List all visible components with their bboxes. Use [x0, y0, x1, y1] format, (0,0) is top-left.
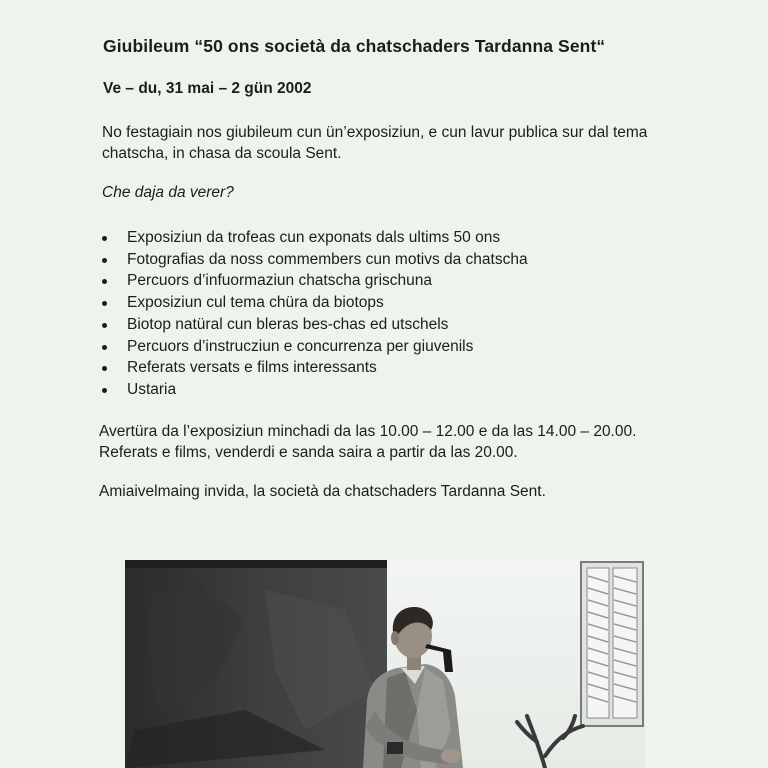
list-item: Percuors d’infuormaziun chatscha grischuna: [100, 270, 528, 292]
photo-illustration: [125, 560, 645, 768]
list-item: Ustaria: [100, 379, 528, 401]
event-dates: Ve – du, 31 mai – 2 gün 2002: [103, 80, 312, 97]
list-item: Exposiziun da trofeas cun exponats dals ultims 50 ons: [100, 227, 528, 249]
opening-hours: [99, 421, 636, 463]
list-item: Referats versats e films interessants: [100, 357, 528, 379]
intro-paragraph: [102, 122, 742, 164]
intro-line: No festagiain nos giubileum cun ün’exposiziun, e cun lavur publica sur dal tema: [102, 124, 648, 141]
invitation-line: Amiaivelmaing invida, la società da chatschaders Tardanna Sent.: [99, 483, 546, 500]
intro-line: chatscha, in chasa da scoula Sent.: [102, 145, 342, 162]
list-item: Fotografias da noss commembers cun motivs da chatscha: [100, 249, 528, 271]
hours-line: Avertüra da l’exposiziun minchadi da las 10.00 – 12.00 e da las 14.00 – 20.00.: [99, 423, 637, 440]
list-item: Exposiziun cul tema chüra da biotops: [100, 292, 528, 314]
list-item: Biotop natüral cun bleras bes-chas ed utschels: [100, 314, 528, 336]
hours-line: Referats e films, venderdi e sanda saira a partir da las 20.00.: [99, 444, 518, 461]
document-title: Giubileum “50 ons società da chatschaders Tardanna Sent“: [103, 36, 606, 56]
list-item: Percuors d’instrucziun e concurrenza per giuvenils: [100, 336, 528, 358]
program-list: [100, 227, 528, 401]
hunter-photo: [125, 560, 645, 768]
section-question: Che daja da verer?: [102, 184, 234, 201]
